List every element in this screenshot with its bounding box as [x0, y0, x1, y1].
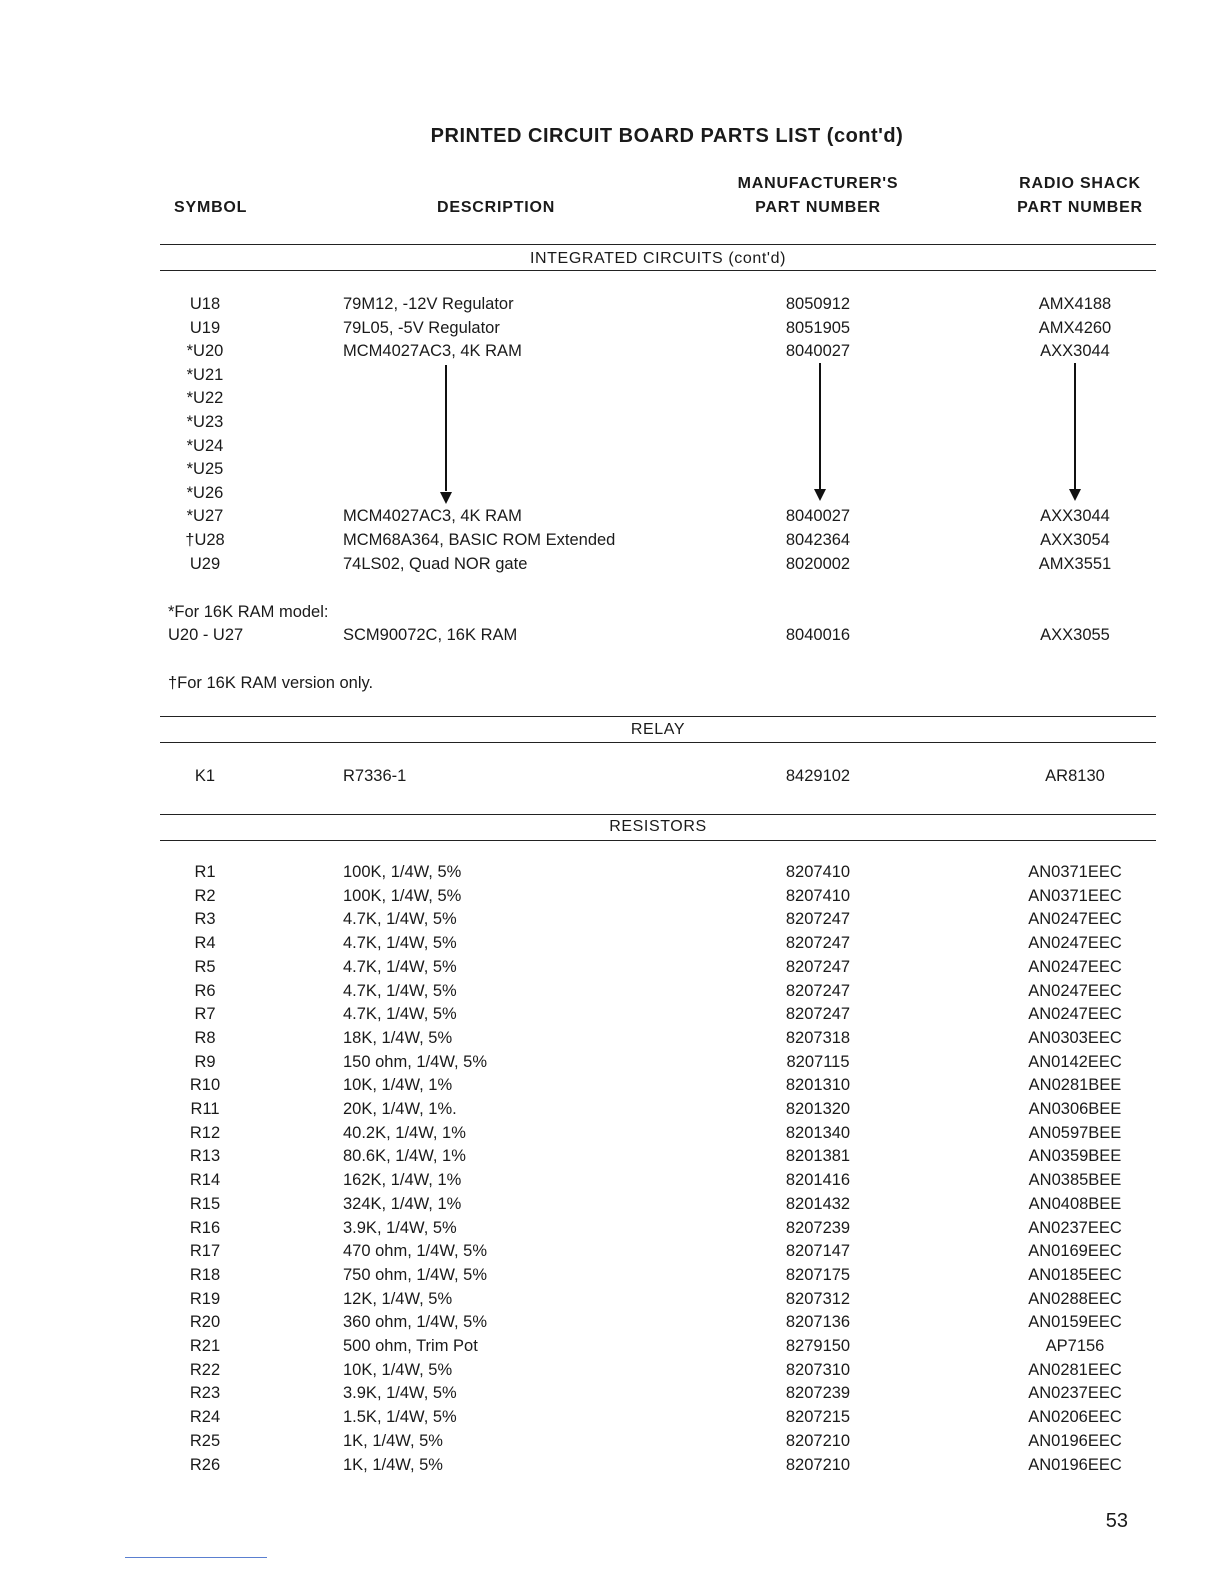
table-row	[0, 910, 1224, 934]
rs-part-number: AN0247EEC	[1028, 981, 1122, 1000]
description: 4.7K, 1/4W, 5%	[343, 934, 457, 953]
rs-part-number: AXX3044	[1040, 342, 1110, 361]
symbol: R25	[189, 1431, 221, 1450]
rs-part-number: AN0281BEE	[1028, 1076, 1122, 1095]
symbol: R23	[189, 1384, 221, 1403]
divider	[160, 270, 1156, 271]
header-mfr-line1: MANUFACTURER'S	[737, 175, 899, 192]
table-row	[0, 484, 1224, 508]
rs-part-number: AP7156	[1045, 1337, 1105, 1355]
table-row	[0, 1408, 1224, 1432]
table-row	[0, 1432, 1224, 1456]
table-row	[0, 1171, 1224, 1195]
rs-part-number: AN0169EEC	[1028, 1242, 1122, 1261]
rs-part-number: AN0281EEC	[1028, 1360, 1122, 1379]
description: 324K, 1/4W, 1%	[343, 1194, 462, 1213]
symbol: R6	[194, 981, 216, 1000]
ditto-arrow-mfr	[819, 363, 821, 489]
divider	[160, 814, 1156, 815]
table-row	[0, 958, 1224, 982]
symbol: U20 - U27	[168, 626, 244, 644]
table-row	[0, 1290, 1224, 1314]
description: 1K, 1/4W, 5%	[343, 1431, 443, 1450]
rs-part-number: AN0408BEE	[1028, 1194, 1122, 1213]
mfr-part-number: 8207247	[785, 981, 851, 1000]
description: MCM68A364, BASIC ROM Extended	[343, 531, 616, 549]
table-row	[0, 1361, 1224, 1385]
description: 10K, 1/4W, 1%	[343, 1076, 453, 1095]
table-row	[0, 319, 1224, 343]
symbol: R15	[189, 1194, 221, 1213]
arrow-down-icon	[1069, 489, 1081, 501]
rs-part-number: AXX3054	[1040, 531, 1110, 549]
table-row	[0, 531, 1224, 555]
ditto-arrow-rs	[1074, 363, 1076, 489]
mfr-part-number: 8201340	[785, 1123, 851, 1142]
mfr-part-number: 8207318	[785, 1028, 851, 1047]
description: 10K, 1/4W, 5%	[343, 1360, 453, 1379]
ditto-arrow-description	[445, 365, 447, 491]
rs-part-number: AR8130	[1045, 767, 1105, 785]
table-row	[0, 507, 1224, 531]
table-row	[0, 1266, 1224, 1290]
description: 470 ohm, 1/4W, 5%	[343, 1242, 487, 1261]
table-row	[0, 295, 1224, 319]
table-row	[0, 460, 1224, 484]
mfr-part-number: 8207239	[785, 1218, 851, 1237]
divider	[160, 716, 1156, 717]
table-row	[0, 1147, 1224, 1171]
rs-part-number: AN0371EEC	[1028, 863, 1122, 881]
mfr-part-number: 8201310	[785, 1076, 851, 1095]
table-row	[0, 1195, 1224, 1219]
mfr-part-number: 8207310	[785, 1360, 851, 1379]
mfr-part-number: 8020002	[785, 554, 851, 573]
rs-part-number: AXX3055	[1040, 626, 1110, 644]
description: 4.7K, 1/4W, 5%	[343, 1005, 457, 1024]
divider	[160, 244, 1156, 245]
table-row	[0, 413, 1224, 437]
header-rs-line2: PART NUMBER	[1017, 199, 1143, 216]
table-row	[0, 1384, 1224, 1408]
rs-part-number: AN0597BEE	[1028, 1123, 1122, 1142]
rs-part-number: AN0196EEC	[1028, 1431, 1122, 1450]
symbol: R17	[189, 1242, 221, 1261]
symbol: *U26	[186, 483, 224, 502]
description: 1K, 1/4W, 5%	[343, 1455, 443, 1474]
symbol: *U21	[186, 365, 224, 384]
symbol: *U27	[186, 507, 224, 526]
mfr-part-number: 8207247	[785, 934, 851, 953]
symbol: R22	[189, 1360, 221, 1379]
symbol: R9	[194, 1052, 216, 1071]
symbol: *U22	[186, 389, 224, 408]
symbol: R20	[189, 1313, 221, 1332]
mfr-part-number: 8207410	[785, 886, 851, 905]
mfr-part-number: 8279150	[785, 1337, 851, 1355]
rs-part-number: AN0159EEC	[1028, 1313, 1122, 1332]
mfr-part-number: 8201320	[785, 1100, 851, 1118]
description: 1.5K, 1/4W, 5%	[343, 1408, 457, 1427]
table-row	[0, 437, 1224, 461]
table-row	[0, 342, 1224, 366]
description: 20K, 1/4W, 1%.	[343, 1100, 457, 1118]
header-rs-line1: RADIO SHACK	[1019, 175, 1141, 192]
arrow-down-icon	[814, 489, 826, 501]
symbol: *U23	[186, 413, 224, 431]
mfr-part-number: 8207247	[785, 910, 851, 929]
description: 4.7K, 1/4W, 5%	[343, 981, 457, 1000]
symbol: R18	[189, 1265, 221, 1284]
note-16k-version: †For 16K RAM version only.	[168, 674, 374, 692]
mfr-part-number: 8201381	[785, 1147, 851, 1166]
mfr-part-number: 8207147	[785, 1242, 851, 1261]
table-row	[0, 1313, 1224, 1337]
page-title: PRINTED CIRCUIT BOARD PARTS LIST (cont'd)	[430, 125, 904, 147]
symbol: R4	[194, 934, 216, 953]
table-row	[0, 934, 1224, 958]
rs-part-number: AN0288EEC	[1028, 1289, 1122, 1308]
mfr-part-number: 8040027	[785, 507, 851, 526]
section-heading-relay: RELAY	[630, 721, 686, 738]
description: 80.6K, 1/4W, 1%	[343, 1147, 466, 1166]
symbol: U29	[189, 554, 221, 573]
description: 750 ohm, 1/4W, 5%	[343, 1265, 487, 1284]
table-row	[0, 1337, 1224, 1361]
description: 12K, 1/4W, 5%	[343, 1289, 453, 1308]
table-row	[0, 863, 1224, 887]
description: SCM90072C, 16K RAM	[343, 626, 518, 644]
symbol: R8	[194, 1028, 216, 1047]
symbol: R19	[189, 1289, 221, 1308]
symbol: R24	[189, 1408, 221, 1427]
rs-part-number: AN0206EEC	[1028, 1408, 1122, 1427]
header-symbol: SYMBOL	[174, 199, 248, 216]
table-row	[0, 555, 1224, 579]
description: 4.7K, 1/4W, 5%	[343, 957, 457, 976]
rs-part-number: AMX3551	[1038, 554, 1112, 573]
description: 79L05, -5V Regulator	[343, 318, 500, 337]
symbol: *U25	[186, 460, 224, 479]
symbol: R3	[194, 910, 216, 929]
section-heading-resistors: RESISTORS	[609, 818, 707, 835]
mfr-part-number: 8040016	[785, 626, 851, 644]
table-row	[0, 626, 1224, 650]
description: 18K, 1/4W, 5%	[343, 1028, 453, 1047]
description: 40.2K, 1/4W, 1%	[343, 1123, 466, 1142]
mfr-part-number: 8207175	[785, 1265, 851, 1284]
mfr-part-number: 8050912	[785, 295, 851, 313]
symbol: *U20	[186, 342, 224, 361]
description: 150 ohm, 1/4W, 5%	[343, 1052, 487, 1071]
mfr-part-number: 8429102	[785, 767, 851, 785]
header-description: DESCRIPTION	[437, 199, 556, 216]
mfr-part-number: 8051905	[785, 318, 851, 337]
symbol: R13	[189, 1147, 221, 1166]
rs-part-number: AN0247EEC	[1028, 910, 1122, 929]
page-number: 53	[1105, 1510, 1128, 1532]
table-row	[0, 1029, 1224, 1053]
rs-part-number: AN0142EEC	[1028, 1052, 1122, 1071]
mfr-part-number: 8207312	[785, 1289, 851, 1308]
symbol: R21	[189, 1337, 221, 1355]
symbol: R12	[189, 1123, 221, 1142]
table-row	[0, 1456, 1224, 1480]
symbol: R1	[194, 863, 216, 881]
symbol: †U28	[185, 531, 225, 549]
mfr-part-number: 8207136	[785, 1313, 851, 1332]
description: 4.7K, 1/4W, 5%	[343, 910, 457, 929]
symbol: K1	[194, 767, 216, 785]
table-row	[0, 1076, 1224, 1100]
symbol: U19	[189, 318, 221, 337]
table-row	[0, 1053, 1224, 1077]
description: 100K, 1/4W, 5%	[343, 863, 462, 881]
rs-part-number: AN0185EEC	[1028, 1265, 1122, 1284]
mfr-part-number: 8207247	[785, 1005, 851, 1024]
divider	[160, 840, 1156, 841]
rs-part-number: AN0237EEC	[1028, 1218, 1122, 1237]
description: 360 ohm, 1/4W, 5%	[343, 1313, 487, 1332]
description: 162K, 1/4W, 1%	[343, 1171, 462, 1190]
table-row	[0, 887, 1224, 911]
rs-part-number: AN0237EEC	[1028, 1384, 1122, 1403]
rs-part-number: AN0303EEC	[1028, 1028, 1122, 1047]
mfr-part-number: 8040027	[785, 342, 851, 361]
mfr-part-number: 8207210	[785, 1455, 851, 1474]
mfr-part-number: 8207410	[785, 863, 851, 881]
arrow-down-icon	[440, 492, 452, 504]
symbol: U18	[189, 295, 221, 313]
mfr-part-number: 8042364	[785, 531, 851, 549]
symbol: R14	[189, 1171, 221, 1190]
table-row	[0, 767, 1224, 791]
rs-part-number: AN0371EEC	[1028, 886, 1122, 905]
table-row	[0, 1005, 1224, 1029]
rs-part-number: AN0306BEE	[1028, 1100, 1122, 1118]
rs-part-number: AN0196EEC	[1028, 1455, 1122, 1474]
rs-part-number: AN0247EEC	[1028, 934, 1122, 953]
description: MCM4027AC3, 4K RAM	[343, 342, 522, 361]
symbol: R16	[189, 1218, 221, 1237]
mfr-part-number: 8207239	[785, 1384, 851, 1403]
table-row	[0, 366, 1224, 390]
description: 500 ohm, Trim Pot	[343, 1337, 478, 1355]
table-row	[0, 1100, 1224, 1124]
scan-mark	[125, 1557, 267, 1558]
symbol: R7	[194, 1005, 216, 1024]
rs-part-number: AN0247EEC	[1028, 957, 1122, 976]
rs-part-number: AMX4188	[1038, 295, 1112, 313]
section-heading-ics: INTEGRATED CIRCUITS (cont'd)	[529, 250, 787, 267]
description: 3.9K, 1/4W, 5%	[343, 1218, 457, 1237]
mfr-part-number: 8207210	[785, 1431, 851, 1450]
symbol: R5	[194, 957, 216, 976]
table-row	[0, 1219, 1224, 1243]
description: 74LS02, Quad NOR gate	[343, 554, 528, 573]
rs-part-number: AN0359BEE	[1028, 1147, 1122, 1166]
rs-part-number: AN0247EEC	[1028, 1005, 1122, 1024]
symbol: R2	[194, 886, 216, 905]
rs-part-number: AMX4260	[1038, 318, 1112, 337]
symbol: *U24	[186, 436, 224, 455]
symbol: R11	[190, 1100, 220, 1118]
table-row	[0, 982, 1224, 1006]
table-row	[0, 1124, 1224, 1148]
description: MCM4027AC3, 4K RAM	[343, 507, 522, 526]
divider	[160, 742, 1156, 743]
mfr-part-number: 8201416	[785, 1171, 851, 1190]
mfr-part-number: 8201432	[785, 1194, 851, 1213]
table-row	[0, 1242, 1224, 1266]
rs-part-number: AXX3044	[1040, 507, 1110, 526]
rs-part-number: AN0385BEE	[1028, 1171, 1122, 1190]
mfr-part-number: 8207247	[785, 957, 851, 976]
symbol: R26	[189, 1455, 221, 1474]
description: R7336-1	[343, 767, 407, 785]
note-16k-model: *For 16K RAM model:	[168, 603, 329, 621]
mfr-part-number: 8207215	[785, 1408, 851, 1427]
symbol: R10	[189, 1076, 221, 1095]
description: 3.9K, 1/4W, 5%	[343, 1384, 457, 1403]
description: 79M12, -12V Regulator	[343, 295, 514, 313]
mfr-part-number: 8207115	[786, 1052, 850, 1071]
description: 100K, 1/4W, 5%	[343, 886, 462, 905]
table-row	[0, 389, 1224, 413]
header-mfr-line2: PART NUMBER	[755, 199, 881, 216]
